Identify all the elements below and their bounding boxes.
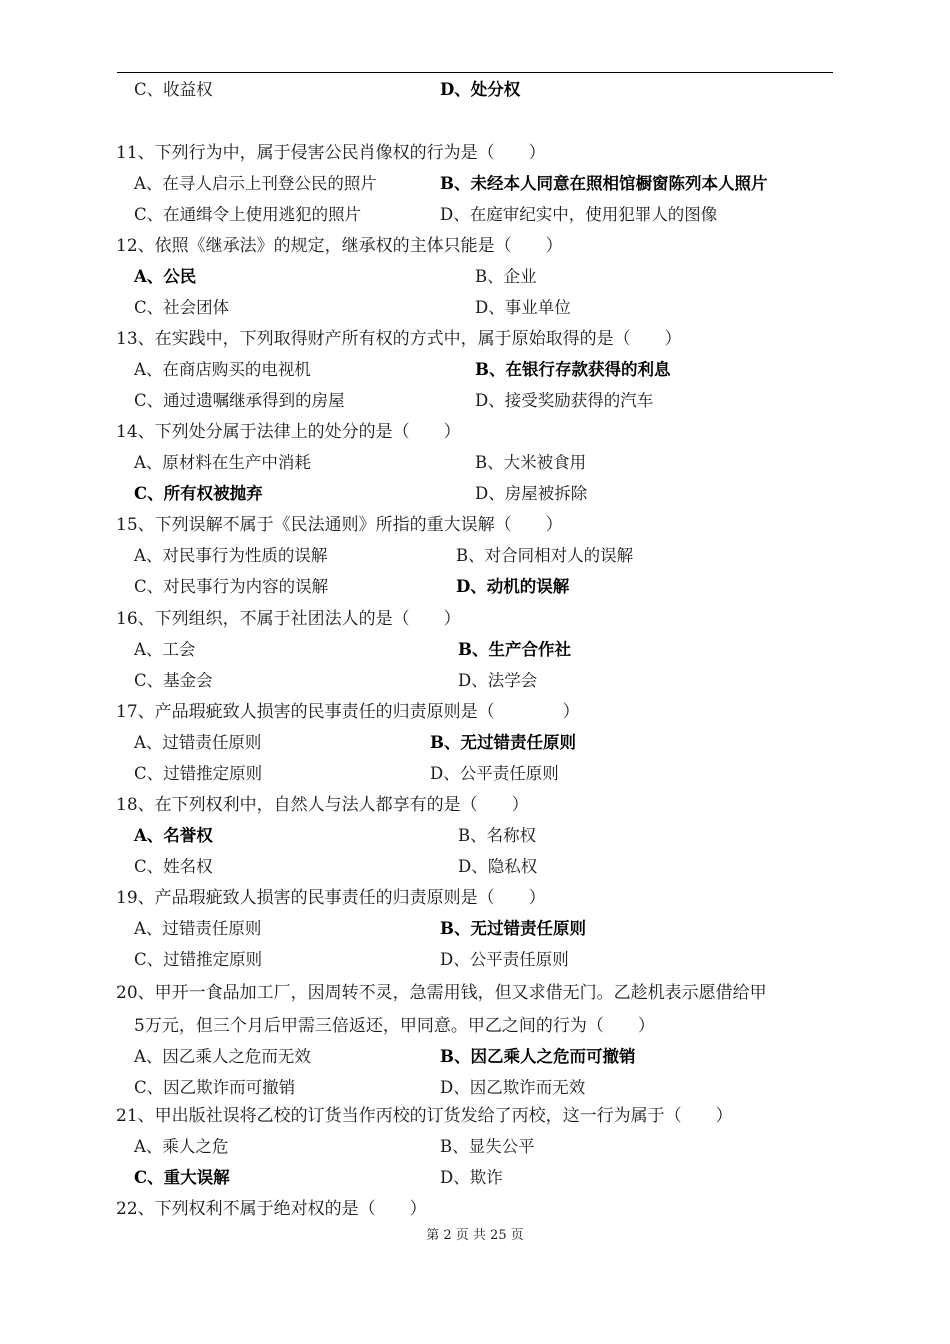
option-d: D、事业单位: [475, 298, 571, 317]
question-stem: 12、依照《继承法》的规定，继承权的主体只能是（ ）: [116, 236, 563, 256]
option-c: C、姓名权: [134, 857, 213, 876]
option-a: A、原材料在生产中消耗: [134, 453, 311, 472]
option-d: D、隐私权: [458, 857, 538, 876]
option-d: D、法学会: [458, 671, 538, 690]
question-stem: 14、下列处分属于法律上的处分的是（ ）: [116, 422, 461, 442]
option-c: C、对民事行为内容的误解: [134, 577, 329, 596]
question-stem: 19、产品瑕疵致人损害的民事责任的归责原则是（ ）: [116, 888, 546, 908]
option-a: A、名誉权: [134, 826, 213, 845]
option-b: B、大米被食用: [475, 453, 587, 472]
question-stem-cont: 5万元，但三个月后甲需三倍返还，甲同意。甲乙之间的行为（ ）: [134, 1016, 655, 1036]
option-c: C、过错推定原则: [134, 950, 263, 969]
option-b: B、因乙乘人之危而可撤销: [440, 1047, 636, 1066]
option-c: C、收益权: [134, 80, 213, 99]
question-stem: 20、甲开一食品加工厂，因周转不灵，急需用钱，但又求借无门。乙趁机表示愿借给甲: [116, 983, 767, 1003]
option-c: C、因乙欺诈而可撤销: [134, 1078, 296, 1097]
option-a: A、过错责任原则: [134, 733, 262, 752]
option-b: B、对合同相对人的误解: [456, 546, 634, 565]
option-b: B、在银行存款获得的利息: [475, 360, 671, 379]
option-c: C、社会团体: [134, 298, 230, 317]
option-c: C、所有权被抛弃: [134, 484, 263, 503]
option-d: D、处分权: [440, 80, 521, 99]
option-d: D、因乙欺诈而无效: [440, 1078, 586, 1097]
question-stem: 16、下列组织，不属于社团法人的是（ ）: [116, 609, 461, 629]
option-c: C、过错推定原则: [134, 764, 263, 783]
option-d: D、公平责任原则: [430, 764, 559, 783]
option-b: B、生产合作社: [458, 640, 571, 659]
question-stem: 21、甲出版社误将乙校的订货当作丙校的订货发给了丙校，这一行为属于（ ）: [116, 1106, 733, 1126]
option-b: B、无过错责任原则: [440, 919, 586, 938]
option-a: A、过错责任原则: [134, 919, 262, 938]
option-d: D、动机的误解: [456, 577, 570, 596]
option-d: D、欺诈: [440, 1168, 503, 1187]
option-a: A、乘人之危: [134, 1137, 229, 1156]
question-stem: 22、下列权利不属于绝对权的是（ ）: [116, 1199, 427, 1219]
option-b: B、企业: [475, 267, 537, 286]
option-c: C、通过遗嘱继承得到的房屋: [134, 391, 345, 410]
option-b: B、显失公平: [440, 1137, 535, 1156]
option-c: C、基金会: [134, 671, 213, 690]
question-stem: 18、在下列权利中，自然人与法人都享有的是（ ）: [116, 795, 529, 815]
option-a: A、在寻人启示上刊登公民的照片: [134, 174, 377, 193]
option-d: D、公平责任原则: [440, 950, 569, 969]
option-a: A、因乙乘人之危而无效: [134, 1047, 311, 1066]
option-d: D、房屋被拆除: [475, 484, 588, 503]
option-c: C、重大误解: [134, 1168, 230, 1187]
option-a: A、对民事行为性质的误解: [134, 546, 328, 565]
page-footer: 第 2 页 共 25 页: [426, 1228, 524, 1243]
question-stem: 13、在实践中，下列取得财产所有权的方式中，属于原始取得的是（ ）: [116, 329, 682, 349]
option-b: B、无过错责任原则: [430, 733, 576, 752]
question-stem: 11、下列行为中，属于侵害公民肖像权的行为是（ ）: [116, 143, 546, 163]
option-c: C、在通缉令上使用逃犯的照片: [134, 205, 362, 224]
option-a: A、在商店购买的电视机: [134, 360, 311, 379]
option-d: D、在庭审纪实中，使用犯罪人的图像: [440, 205, 718, 224]
question-stem: 15、下列误解不属于《民法通则》所指的重大误解（ ）: [116, 515, 563, 535]
option-b: B、未经本人同意在照相馆橱窗陈列本人照片: [440, 174, 768, 193]
option-a: A、工会: [134, 640, 196, 659]
option-a: A、公民: [134, 267, 197, 286]
option-b: B、名称权: [458, 826, 537, 845]
option-d: D、接受奖励获得的汽车: [475, 391, 654, 410]
question-stem: 17、产品瑕疵致人损害的民事责任的归责原则是（ ）: [116, 702, 580, 722]
